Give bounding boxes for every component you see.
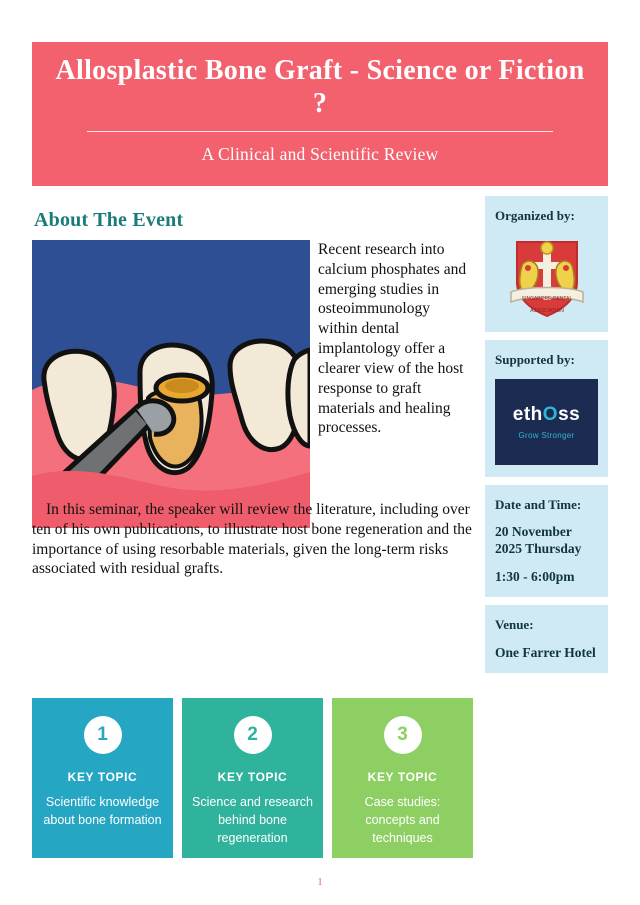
topic-description-1: Scientific knowledge about bone formation [43, 795, 162, 827]
page-title: Allosplastic Bone Graft - Science or Fiction ? [55, 55, 585, 120]
key-topic-card-2 [182, 698, 323, 858]
sidebar [485, 196, 608, 681]
datetime-label: Date and Time: [495, 496, 582, 512]
page-number: 1 [317, 876, 323, 888]
topic-description-2: Science and research behind bone regeneration [192, 795, 313, 845]
datetime-box [485, 485, 608, 598]
key-topics-row [32, 698, 473, 858]
header-banner [32, 42, 608, 186]
organized-by-label: Organized by: [495, 208, 575, 223]
venue-name: One Farrer Hotel [495, 644, 596, 660]
singapore-dental-association-logo [509, 234, 585, 320]
ethoss-tagline: Grow Stronger [518, 430, 575, 440]
key-topic-card-3 [332, 698, 473, 858]
about-paragraph-1: Recent research into calcium phosphates and emerging studies in osteoimmunology within dental implantology offer a clearer view of the host response to graft materials and healing processes. [318, 241, 467, 437]
key-topic-card-1 [32, 698, 173, 858]
banner-divider [87, 131, 553, 132]
topic-number-3: 3 [384, 716, 422, 754]
ethoss-wordmark: ethOss [512, 403, 581, 425]
ethoss-logo [495, 379, 598, 465]
about-paragraph-2: In this seminar, the speaker will review the literature, including over ten of his own publications, to illustrate host bone regeneration and the importance of using resorbable materials, given the long-term risks associated with residual grafts. [32, 501, 472, 578]
topic-number-1: 1 [84, 716, 122, 754]
topic-label-2: KEY TOPIC [217, 770, 288, 784]
supported-by-label: Supported by: [495, 352, 575, 368]
venue-box [485, 605, 608, 673]
about-heading: About The Event [34, 209, 184, 231]
topic-label-1: KEY TOPIC [67, 770, 138, 784]
svg-text:ASSOCIATION: ASSOCIATION [529, 308, 564, 315]
page-subtitle: A Clinical and Scientific Review [201, 144, 439, 165]
svg-text:SINGAPORE DENTAL: SINGAPORE DENTAL [521, 296, 572, 303]
event-time: 1:30 - 6:00pm [495, 568, 575, 584]
topic-description-3: Case studies: concepts and techniques [364, 795, 441, 845]
venue-label: Venue: [495, 617, 534, 633]
topic-number-2: 2 [234, 716, 272, 754]
organizer-box [485, 196, 608, 332]
supporter-box [485, 340, 608, 476]
topic-label-3: KEY TOPIC [367, 770, 438, 784]
event-date: 20 November 2025 Thursday [495, 523, 582, 557]
dental-bone-graft-illustration [32, 240, 310, 528]
organizer-logo-wrap [495, 234, 598, 320]
